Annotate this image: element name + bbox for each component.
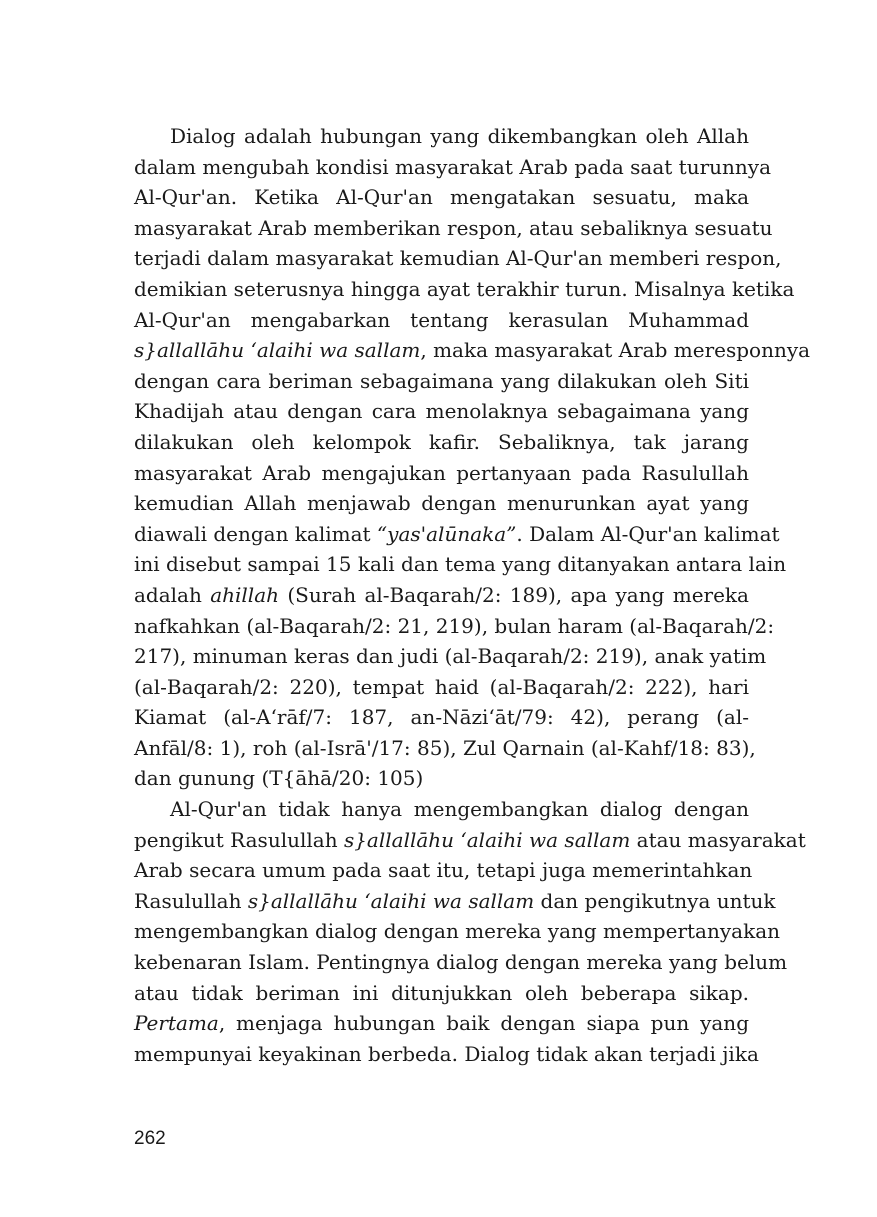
- text-line: [134, 121, 749, 152]
- text-run: dan gunung (T{āhā/20: 105): [134, 766, 424, 791]
- italic-term: s}allallāhu ‘alaihi wa sallam: [343, 827, 631, 852]
- text-run: atau tidak beriman ini ditunjukkan oleh beberapa sikap.: [134, 980, 749, 1005]
- italic-term: s}allallāhu ‘alaihi wa sallam: [247, 888, 535, 913]
- text-line: [134, 611, 775, 642]
- text-line: [134, 794, 749, 825]
- text-run: (Surah al-Baqarah/2: 189), apa yang mereka: [279, 582, 749, 607]
- body-text: [134, 121, 811, 1069]
- text-line: [134, 458, 749, 489]
- text-line: [134, 825, 806, 856]
- text-run: mengembangkan dialog dengan mereka yang mempertanyakan: [134, 919, 780, 944]
- text-run: kebenaran Islam. Pentingnya dialog dengan mereka yang belum: [134, 950, 788, 975]
- text-run: dan pengikutnya untuk: [534, 888, 776, 913]
- text-run: adalah: [134, 582, 211, 607]
- text-run: dilakukan oleh kelompok kafir. Sebaliknya, tak jarang: [134, 429, 749, 454]
- text-run: , menjaga hubungan baik dengan siapa pun yang: [218, 1011, 749, 1036]
- text-run: Rasulullah: [134, 888, 248, 913]
- text-run: nafkahkan (al-Baqarah/2: 21, 219), bulan haram (al-Baqarah/2:: [134, 613, 775, 638]
- text-line: [134, 641, 767, 672]
- text-line: [134, 916, 780, 947]
- text-line: [134, 243, 782, 274]
- text-run: Arab secara umum pada saat itu, tetapi juga memerintahkan: [134, 858, 753, 883]
- text-run: mempunyai keyakinan berbeda. Dialog tidak akan terjadi jika: [134, 1041, 759, 1066]
- text-line: [134, 1039, 759, 1070]
- text-run: Al-Qur'an. Ketika Al-Qur'an mengatakan sesuatu, maka: [134, 185, 749, 210]
- text-line: [134, 427, 749, 458]
- text-run: masyarakat Arab mengajukan pertanyaan pada Rasulullah: [134, 460, 749, 485]
- text-run: Anfāl/8: 1), roh (al-Isrā'/17: 85), Zul Qarnain (al-Kahf/18: 83),: [134, 735, 756, 760]
- text-line: [134, 702, 749, 733]
- text-line: [134, 978, 749, 1009]
- text-run: dalam mengubah kondisi masyarakat Arab pada saat turunnya: [134, 154, 772, 179]
- text-line: [134, 886, 776, 917]
- text-line: [134, 335, 811, 366]
- text-run: dengan cara beriman sebagaimana yang dilakukan oleh Siti: [134, 368, 749, 393]
- text-line: [134, 488, 749, 519]
- text-line: [134, 519, 780, 550]
- text-run: terjadi dalam masyarakat kemudian Al-Qur'an memberi respon,: [134, 246, 782, 271]
- text-line: [134, 1008, 749, 1039]
- text-run: Al-Qur'an mengabarkan tentang kerasulan Muhammad: [134, 307, 749, 332]
- text-line: [134, 182, 749, 213]
- text-line: [134, 549, 787, 580]
- text-run: Khadijah atau dengan cara menolaknya sebagaimana yang: [134, 399, 749, 424]
- italic-term: “yas'alūnaka”: [376, 521, 517, 546]
- text-line: [134, 733, 756, 764]
- text-run: ini disebut sampai 15 kali dan tema yang ditanyakan antara lain: [134, 552, 787, 577]
- text-line: [134, 580, 749, 611]
- text-run: diawali dengan kalimat: [134, 521, 377, 546]
- text-run: . Dalam Al-Qur'an kalimat: [516, 521, 780, 546]
- text-line: [134, 396, 749, 427]
- text-run: , maka masyarakat Arab meresponnya: [420, 338, 811, 363]
- text-run: 217), minuman keras dan judi (al-Baqarah/2: 219), anak yatim: [134, 644, 767, 669]
- text-run: masyarakat Arab memberikan respon, atau sebaliknya sesuatu: [134, 215, 773, 240]
- text-line: [134, 855, 753, 886]
- text-line: [134, 274, 795, 305]
- text-line: [134, 947, 788, 978]
- text-run: demikian seterusnya hingga ayat terakhir turun. Misalnya ketika: [134, 276, 795, 301]
- text-run: (al-Baqarah/2: 220), tempat haid (al-Baqarah/2: 222), hari: [134, 674, 749, 699]
- paragraph: [134, 794, 806, 1069]
- text-line: [134, 672, 749, 703]
- paragraph: [134, 121, 811, 794]
- italic-term: ahillah: [210, 582, 280, 607]
- text-run: kemudian Allah menjawab dengan menurunkan ayat yang: [134, 491, 749, 516]
- text-line: [134, 366, 749, 397]
- italic-term: s}allallāhu ‘alaihi wa sallam: [134, 338, 421, 363]
- text-line: [134, 152, 772, 183]
- text-line: [134, 305, 749, 336]
- text-line: [134, 213, 773, 244]
- text-run: atau masyarakat: [630, 827, 806, 852]
- italic-term: Pertama: [134, 1011, 219, 1036]
- page-number: 262: [134, 1128, 166, 1149]
- text-run: Al-Qur'an tidak hanya mengembangkan dialog dengan: [170, 797, 749, 822]
- text-line: [134, 763, 749, 794]
- text-run: Kiamat (al-A‘rāf/7: 187, an-Nāzi‘āt/79: 42), perang (al-: [134, 705, 749, 730]
- text-run: pengikut Rasulullah: [134, 827, 344, 852]
- text-run: Dialog adalah hubungan yang dikembangkan oleh Allah: [170, 124, 749, 148]
